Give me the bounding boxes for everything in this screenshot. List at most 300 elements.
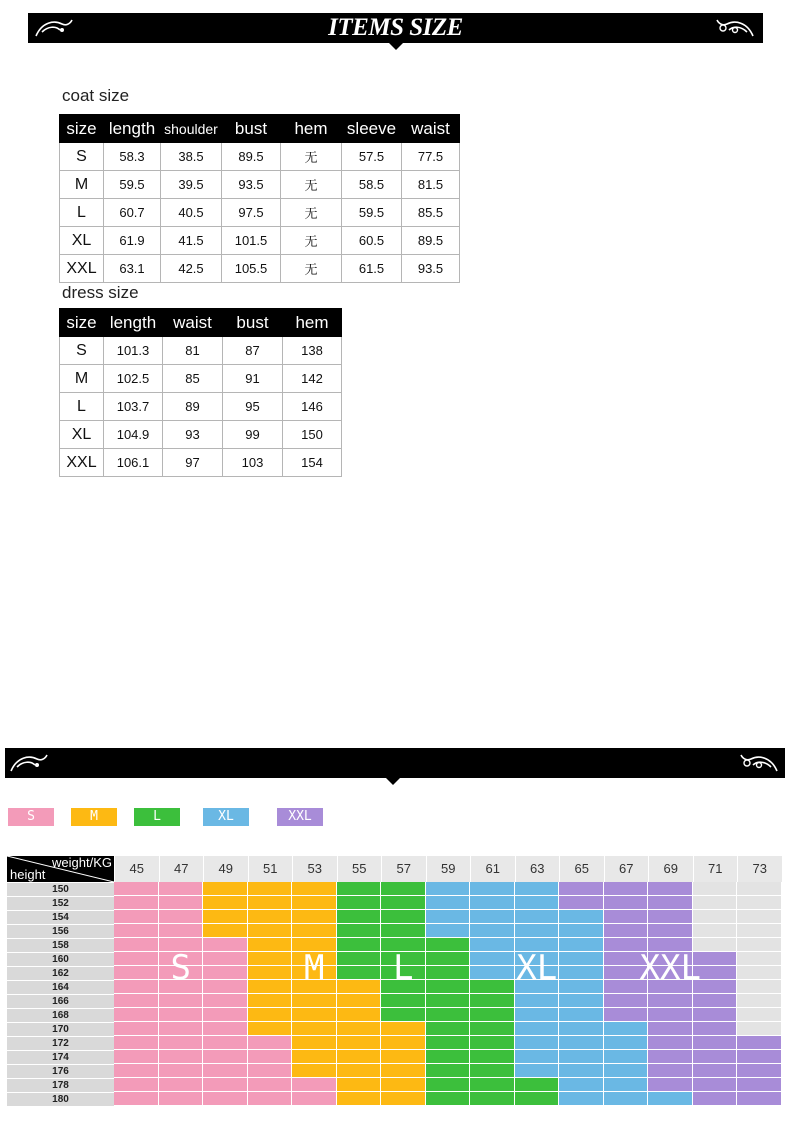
- size-cell: [426, 1008, 471, 1022]
- size-cell: [203, 882, 248, 896]
- table-cell: 59.5: [104, 171, 161, 199]
- size-cell: [470, 924, 515, 938]
- table-cell: XXL: [60, 449, 104, 477]
- size-cell: [604, 1036, 649, 1050]
- size-cell: [604, 1064, 649, 1078]
- height-header-cell: 164: [7, 980, 114, 994]
- size-cell: [114, 1092, 159, 1106]
- size-cell: [648, 910, 693, 924]
- size-cell: [292, 1050, 337, 1064]
- table-cell: 93.5: [222, 171, 281, 199]
- table-cell: 97.5: [222, 199, 281, 227]
- column-header-bust: bust: [222, 115, 281, 143]
- size-cell: [292, 1008, 337, 1022]
- table-cell: 38.5: [161, 143, 222, 171]
- size-cell: [426, 1050, 471, 1064]
- table-cell: 63.1: [104, 255, 161, 283]
- size-cell: [159, 1078, 204, 1092]
- table-cell: 无: [281, 227, 342, 255]
- size-cell: [604, 882, 649, 896]
- size-cell: [693, 1050, 738, 1064]
- size-cell: [604, 1050, 649, 1064]
- height-weight-size-chart: [7, 856, 782, 1106]
- weight-header-cell: 47: [159, 856, 204, 882]
- size-cell: [515, 994, 560, 1008]
- size-cell: [470, 1078, 515, 1092]
- coat-size-label: coat size: [62, 86, 130, 105]
- table-cell: 60.5: [342, 227, 402, 255]
- table-cell: 40.5: [161, 199, 222, 227]
- legend-s: S: [8, 808, 54, 826]
- size-cell: [470, 896, 515, 910]
- size-cell: [515, 1064, 560, 1078]
- size-zone-label: L: [393, 948, 414, 988]
- size-cell: [604, 1078, 649, 1092]
- height-header-cell: 156: [7, 924, 114, 938]
- height-header-cell: 166: [7, 994, 114, 1008]
- weight-axis-label: weight/KG: [52, 856, 112, 870]
- height-header-cell: 174: [7, 1050, 114, 1064]
- column-header-shoulder: shoulder: [161, 115, 222, 143]
- size-cell: [648, 994, 693, 1008]
- table-row: [60, 199, 460, 227]
- size-cell: [559, 924, 604, 938]
- height-header-cell: 180: [7, 1092, 114, 1106]
- size-cell: [381, 1064, 426, 1078]
- size-cell: [203, 1050, 248, 1064]
- size-cell: [337, 896, 382, 910]
- size-cell: [203, 1022, 248, 1036]
- size-cell: [648, 1064, 693, 1078]
- size-cell: [470, 1064, 515, 1078]
- table-cell: 58.3: [104, 143, 161, 171]
- size-cell: [737, 994, 782, 1008]
- size-cell: [515, 1078, 560, 1092]
- table-cell: 无: [281, 199, 342, 227]
- table-cell: 57.5: [342, 143, 402, 171]
- size-cell: [426, 1078, 471, 1092]
- size-cell: [248, 1064, 293, 1078]
- table-row: [60, 255, 460, 283]
- size-cell: [693, 1008, 738, 1022]
- table-cell: 138: [283, 337, 342, 365]
- dress-size-label: dress size: [62, 283, 139, 302]
- height-header-cell: 162: [7, 966, 114, 980]
- size-chart-banner: [5, 748, 785, 778]
- table-cell: 58.5: [342, 171, 402, 199]
- size-cell: [515, 896, 560, 910]
- table-cell: 101.3: [104, 337, 163, 365]
- size-cell: [737, 1008, 782, 1022]
- size-cell: [114, 1022, 159, 1036]
- table-cell: 60.7: [104, 199, 161, 227]
- size-cell: [159, 1008, 204, 1022]
- column-header-hem: hem: [281, 115, 342, 143]
- size-cell: [381, 1022, 426, 1036]
- size-cell: [337, 882, 382, 896]
- size-cell: [426, 910, 471, 924]
- table-cell: 146: [283, 393, 342, 421]
- size-cell: [737, 1078, 782, 1092]
- column-header-sleeve: sleeve: [342, 115, 402, 143]
- size-cell: [381, 1036, 426, 1050]
- table-cell: 103: [223, 449, 283, 477]
- size-cell: [693, 924, 738, 938]
- size-cell: [737, 1036, 782, 1050]
- height-axis-label: height: [10, 867, 46, 882]
- size-cell: [515, 1050, 560, 1064]
- size-cell: [114, 896, 159, 910]
- table-cell: 97: [163, 449, 223, 477]
- table-cell: 95: [223, 393, 283, 421]
- size-cell: [559, 1064, 604, 1078]
- table-row: [60, 143, 460, 171]
- size-cell: [248, 924, 293, 938]
- size-cell: [381, 910, 426, 924]
- size-cell: [737, 924, 782, 938]
- banner-notch: [386, 778, 400, 785]
- size-cell: [381, 924, 426, 938]
- size-cell: [515, 882, 560, 896]
- size-cell: [426, 924, 471, 938]
- size-cell: [381, 896, 426, 910]
- size-cell: [292, 1022, 337, 1036]
- table-cell: 41.5: [161, 227, 222, 255]
- flourish-right-icon: [713, 16, 757, 40]
- table-cell: 85.5: [402, 199, 460, 227]
- table-cell: 85: [163, 365, 223, 393]
- size-cell: [292, 896, 337, 910]
- flourish-left-icon: [7, 751, 51, 775]
- size-cell: [693, 1036, 738, 1050]
- size-cell: [203, 924, 248, 938]
- size-cell: [470, 994, 515, 1008]
- size-cell: [426, 1092, 471, 1106]
- size-cell: [515, 910, 560, 924]
- size-cell: [693, 910, 738, 924]
- table-cell: 99: [223, 421, 283, 449]
- size-cell: [114, 882, 159, 896]
- table-cell: 无: [281, 255, 342, 283]
- height-header-cell: 150: [7, 882, 114, 896]
- chart-corner: [7, 856, 114, 882]
- table-cell: 150: [283, 421, 342, 449]
- table-row: [60, 227, 460, 255]
- size-cell: [559, 1008, 604, 1022]
- size-zone-label: S: [170, 948, 191, 988]
- height-header-cell: 154: [7, 910, 114, 924]
- table-row: [60, 337, 342, 365]
- weight-header-cell: 67: [604, 856, 649, 882]
- size-cell: [114, 910, 159, 924]
- size-cell: [693, 1092, 738, 1106]
- size-cell: [693, 1078, 738, 1092]
- size-cell: [426, 896, 471, 910]
- size-cell: [737, 1050, 782, 1064]
- table-cell: 77.5: [402, 143, 460, 171]
- size-cell: [381, 1008, 426, 1022]
- table-cell: 81: [163, 337, 223, 365]
- table-cell: 93.5: [402, 255, 460, 283]
- table-cell: 无: [281, 143, 342, 171]
- height-header-cell: 178: [7, 1078, 114, 1092]
- size-cell: [559, 994, 604, 1008]
- column-header-hem: hem: [283, 309, 342, 337]
- size-cell: [292, 1036, 337, 1050]
- size-cell: [648, 1022, 693, 1036]
- weight-header-cell: 45: [114, 856, 159, 882]
- size-cell: [114, 1078, 159, 1092]
- size-cell: [559, 910, 604, 924]
- size-cell: [292, 1092, 337, 1106]
- table-cell: 101.5: [222, 227, 281, 255]
- size-cell: [159, 1036, 204, 1050]
- coat-header-row: [60, 115, 460, 143]
- table-cell: 39.5: [161, 171, 222, 199]
- table-cell: 102.5: [104, 365, 163, 393]
- size-cell: [292, 1064, 337, 1078]
- weight-header-cell: 55: [337, 856, 382, 882]
- table-cell: 105.5: [222, 255, 281, 283]
- column-header-length: length: [104, 115, 161, 143]
- size-cell: [737, 910, 782, 924]
- table-row: [60, 393, 342, 421]
- weight-header-cell: 61: [470, 856, 515, 882]
- table-cell: XL: [60, 227, 104, 255]
- weight-header-cell: 49: [203, 856, 248, 882]
- size-cell: [604, 1008, 649, 1022]
- size-cell: [337, 1050, 382, 1064]
- table-cell: 61.9: [104, 227, 161, 255]
- banner-title: ITEMS SIZE: [328, 14, 463, 41]
- size-cell: [693, 896, 738, 910]
- size-cell: [203, 1092, 248, 1106]
- size-cell: [604, 1022, 649, 1036]
- table-cell: 104.9: [104, 421, 163, 449]
- column-header-waist: waist: [163, 309, 223, 337]
- legend-xl: XL: [203, 808, 249, 826]
- size-cell: [248, 994, 293, 1008]
- size-cell: [248, 896, 293, 910]
- size-cell: [337, 924, 382, 938]
- size-cell: [159, 1064, 204, 1078]
- size-cell: [114, 994, 159, 1008]
- size-cell: [648, 882, 693, 896]
- size-cell: [159, 1092, 204, 1106]
- size-cell: [337, 1092, 382, 1106]
- size-cell: [292, 924, 337, 938]
- size-cell: [159, 1022, 204, 1036]
- size-cell: [737, 966, 782, 980]
- size-cell: [114, 1036, 159, 1050]
- size-cell: [426, 994, 471, 1008]
- size-cell: [203, 896, 248, 910]
- legend-m: M: [71, 808, 117, 826]
- size-cell: [159, 910, 204, 924]
- size-cell: [248, 1008, 293, 1022]
- dress-size-table: [59, 308, 342, 477]
- size-cell: [470, 1092, 515, 1106]
- size-cell: [248, 1022, 293, 1036]
- weight-header-cell: 63: [515, 856, 560, 882]
- size-cell: [159, 896, 204, 910]
- size-zone-label: XL: [516, 948, 558, 988]
- column-header-length: length: [104, 309, 163, 337]
- size-cell: [470, 1036, 515, 1050]
- table-cell: M: [60, 365, 104, 393]
- column-header-size: size: [60, 115, 104, 143]
- size-cell: [203, 910, 248, 924]
- size-cell: [159, 994, 204, 1008]
- table-cell: L: [60, 393, 104, 421]
- banner-notch: [389, 43, 403, 50]
- column-header-bust: bust: [223, 309, 283, 337]
- size-cell: [604, 1092, 649, 1106]
- size-cell: [114, 1008, 159, 1022]
- table-cell: 154: [283, 449, 342, 477]
- size-cell: [737, 980, 782, 994]
- column-header-waist: waist: [402, 115, 460, 143]
- size-cell: [159, 882, 204, 896]
- size-cell: [515, 1022, 560, 1036]
- size-cell: [648, 1008, 693, 1022]
- size-cell: [203, 994, 248, 1008]
- coat-size-table: [59, 114, 460, 283]
- height-header-cell: 160: [7, 952, 114, 966]
- size-cell: [648, 1092, 693, 1106]
- size-cell: [426, 1022, 471, 1036]
- size-cell: [337, 1064, 382, 1078]
- size-cell: [559, 1022, 604, 1036]
- table-cell: M: [60, 171, 104, 199]
- size-cell: [737, 882, 782, 896]
- weight-header-cell: 73: [737, 856, 782, 882]
- table-cell: 81.5: [402, 171, 460, 199]
- legend-xxl: XXL: [277, 808, 323, 826]
- size-cell: [648, 924, 693, 938]
- height-header-cell: 172: [7, 1036, 114, 1050]
- size-cell: [248, 1078, 293, 1092]
- size-cell: [648, 1050, 693, 1064]
- column-header-size: size: [60, 309, 104, 337]
- size-cell: [737, 1092, 782, 1106]
- table-cell: 59.5: [342, 199, 402, 227]
- size-cell: [381, 882, 426, 896]
- size-cell: [203, 1036, 248, 1050]
- dress-header-row: [60, 309, 342, 337]
- weight-header-cell: 65: [559, 856, 604, 882]
- table-cell: 103.7: [104, 393, 163, 421]
- size-zone-label: XXL: [639, 948, 701, 988]
- size-cell: [470, 882, 515, 896]
- size-cell: [737, 1022, 782, 1036]
- height-header-cell: 152: [7, 896, 114, 910]
- table-row: [60, 421, 342, 449]
- size-cell: [470, 1008, 515, 1022]
- table-cell: 61.5: [342, 255, 402, 283]
- size-cell: [604, 924, 649, 938]
- size-cell: [292, 882, 337, 896]
- size-cell: [337, 1022, 382, 1036]
- size-cell: [559, 1078, 604, 1092]
- table-cell: 91: [223, 365, 283, 393]
- size-cell: [337, 1008, 382, 1022]
- size-cell: [159, 1050, 204, 1064]
- size-cell: [292, 994, 337, 1008]
- size-cell: [248, 1092, 293, 1106]
- size-cell: [114, 1064, 159, 1078]
- weight-header-cell: 57: [381, 856, 426, 882]
- weight-header-cell: 71: [693, 856, 738, 882]
- size-cell: [693, 994, 738, 1008]
- height-header-cell: 176: [7, 1064, 114, 1078]
- weight-header-cell: 53: [292, 856, 337, 882]
- size-cell: [693, 882, 738, 896]
- size-cell: [515, 924, 560, 938]
- size-cell: [648, 1078, 693, 1092]
- table-cell: S: [60, 337, 104, 365]
- height-header-cell: 170: [7, 1022, 114, 1036]
- table-cell: 106.1: [104, 449, 163, 477]
- size-cell: [470, 910, 515, 924]
- size-cell: [248, 882, 293, 896]
- size-cell: [114, 924, 159, 938]
- size-cell: [203, 1064, 248, 1078]
- weight-header-cell: 59: [426, 856, 471, 882]
- table-row: [60, 365, 342, 393]
- weight-header-cell: 51: [248, 856, 293, 882]
- table-row: [60, 449, 342, 477]
- size-cell: [559, 896, 604, 910]
- size-cell: [426, 1064, 471, 1078]
- size-cell: [604, 994, 649, 1008]
- size-cell: [248, 1050, 293, 1064]
- items-size-banner: [28, 13, 763, 43]
- size-cell: [604, 910, 649, 924]
- table-cell: XXL: [60, 255, 104, 283]
- size-cell: [470, 1022, 515, 1036]
- size-cell: [337, 1036, 382, 1050]
- size-cell: [203, 1008, 248, 1022]
- size-cell: [292, 1078, 337, 1092]
- size-cell: [737, 952, 782, 966]
- height-header-cell: 158: [7, 938, 114, 952]
- size-cell: [648, 896, 693, 910]
- size-cell: [559, 1050, 604, 1064]
- table-cell: 89.5: [402, 227, 460, 255]
- size-cell: [292, 910, 337, 924]
- size-cell: [426, 882, 471, 896]
- size-zone-label: M: [304, 948, 325, 988]
- size-cell: [381, 994, 426, 1008]
- size-cell: [203, 1078, 248, 1092]
- table-cell: S: [60, 143, 104, 171]
- table-cell: 89: [163, 393, 223, 421]
- flourish-right-icon: [737, 751, 781, 775]
- table-cell: XL: [60, 421, 104, 449]
- table-row: [60, 171, 460, 199]
- size-cell: [693, 1022, 738, 1036]
- table-cell: 142: [283, 365, 342, 393]
- size-cell: [737, 1064, 782, 1078]
- size-cell: [426, 1036, 471, 1050]
- table-cell: 无: [281, 171, 342, 199]
- size-cell: [693, 1064, 738, 1078]
- size-cell: [604, 896, 649, 910]
- size-cell: [337, 910, 382, 924]
- size-cell: [114, 1050, 159, 1064]
- table-cell: L: [60, 199, 104, 227]
